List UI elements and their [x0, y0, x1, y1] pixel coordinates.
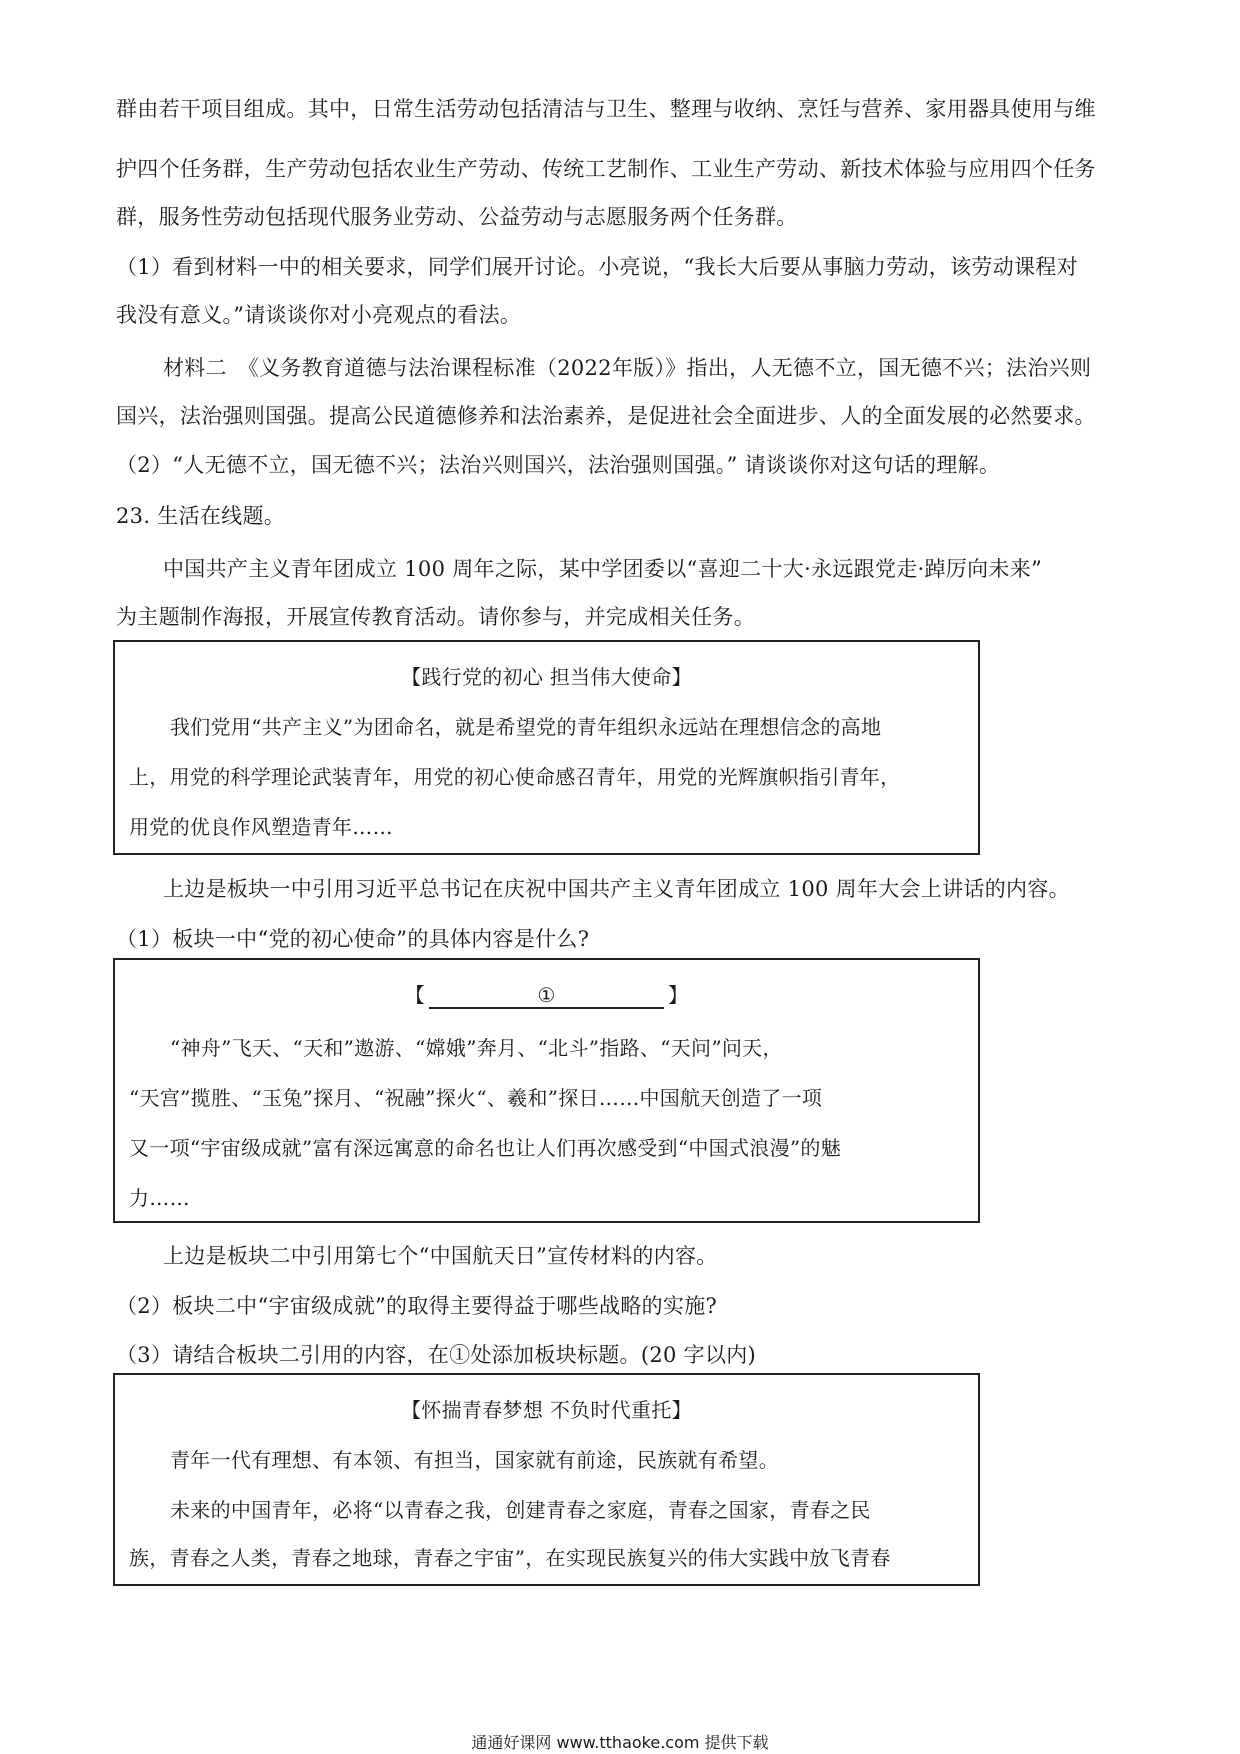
material-line: 材料二 《义务教育道德与法治课程标准（2022年版）》指出，人无德不立，国无德不兴；法治兴则: [163, 356, 1092, 380]
footer-watermark: 通通好课网 www.tthaoke.com 提供下载: [471, 1733, 769, 1752]
intro-line: 中国共产主义青年团成立 100 周年之际，某中学团委以“喜迎二十大·永远跟党走·踔厉向未来”: [163, 557, 1043, 581]
poster-block-2: [113, 958, 980, 1223]
answer-blank: ①: [429, 983, 664, 1009]
question-line: （3）请结合板块二引用的内容，在①处添加板块标题。(20 字以内): [116, 1343, 757, 1367]
block-line: 未来的中国青年，必将“以青春之我，创建青春之家庭，青春之国家，青春之民: [170, 1498, 871, 1522]
block-line: 族，青春之人类，青春之地球，青春之宇宙”，在实现民族复兴的伟大实践中放飞青春: [129, 1546, 891, 1570]
question-line: （1）看到材料一中的相关要求，同学们展开讨论。小亮说，“我长大后要从事脑力劳动，该劳动课程对: [116, 255, 1078, 279]
question-line: （2）板块二中“宇宙级成就”的取得主要得益于哪些战略的实施?: [116, 1294, 718, 1318]
question-line: （2）“人无德不立，国无德不兴；法治兴则国兴，法治强则国强。” 请谈谈你对这句话的理解。: [116, 453, 1001, 477]
question-line: 我没有意义。”请谈谈你对小亮观点的看法。: [116, 303, 522, 327]
paragraph-line: 群由若干项目组成。其中，日常生活劳动包括清洁与卫生、整理与收纳、烹饪与营养、家用器具使用与维: [116, 97, 1096, 121]
note-line: 上边是板块一中引用习近平总书记在庆祝中国共产主义青年团成立 100 周年大会上讲话的内容。: [163, 877, 1070, 901]
block-line: 又一项“宇宙级成就”富有深远寓意的命名也让人们再次感受到“中国式浪漫”的魅: [129, 1136, 841, 1160]
block-title: 【怀揣青春梦想 不负时代重托】: [401, 1398, 692, 1422]
block-line: 用党的优良作风塑造青年……: [129, 815, 393, 839]
material-line: 国兴，法治强则国强。提高公民道德修养和法治素养，是促进社会全面进步、人的全面发展的必然要求。: [116, 404, 1096, 428]
block-line: 青年一代有理想、有本领、有担当，国家就有前途，民族就有希望。: [170, 1448, 779, 1472]
block-line: 力……: [129, 1186, 190, 1210]
block-title: 【践行党的初心 担当伟大使命】: [401, 665, 692, 689]
question-line: （1）板块一中“党的初心使命”的具体内容是什么?: [116, 927, 590, 951]
paragraph-line: 群，服务性劳动包括现代服务业劳动、公益劳动与志愿服务两个任务群。: [116, 205, 798, 229]
intro-line: 为主题制作海报，开展宣传教育活动。请你参与，并完成相关任务。: [116, 605, 755, 629]
block-line: “天宫”揽胜、“玉兔”探月、“祝融”探火“、羲和”探日……中国航天创造了一项: [129, 1086, 823, 1110]
paragraph-line: 护四个任务群，生产劳动包括农业生产劳动、传统工艺制作、工业生产劳动、新技术体验与应用四个任务: [116, 157, 1096, 181]
poster-block-3: [113, 1373, 980, 1586]
block-line: 上，用党的科学理论武装青年，用党的初心使命感召青年，用党的光辉旗帜指引青年，: [129, 765, 901, 789]
block-line: “神舟”飞天、“天和”遨游、“嫦娥”奔月、“北斗”指路、“天问”问天，: [170, 1036, 783, 1060]
bracket-left: 【: [404, 983, 425, 1007]
note-line: 上边是板块二中引用第七个“中国航天日”宣传材料的内容。: [163, 1244, 718, 1268]
question-number-title: 23. 生活在线题。: [116, 504, 286, 528]
block-line: 我们党用“共产主义”为团命名，就是希望党的青年组织永远站在理想信念的高地: [170, 715, 882, 739]
block-title-blank: [115, 982, 978, 1009]
poster-block-1: [113, 640, 980, 855]
bracket-right: 】: [668, 983, 689, 1007]
